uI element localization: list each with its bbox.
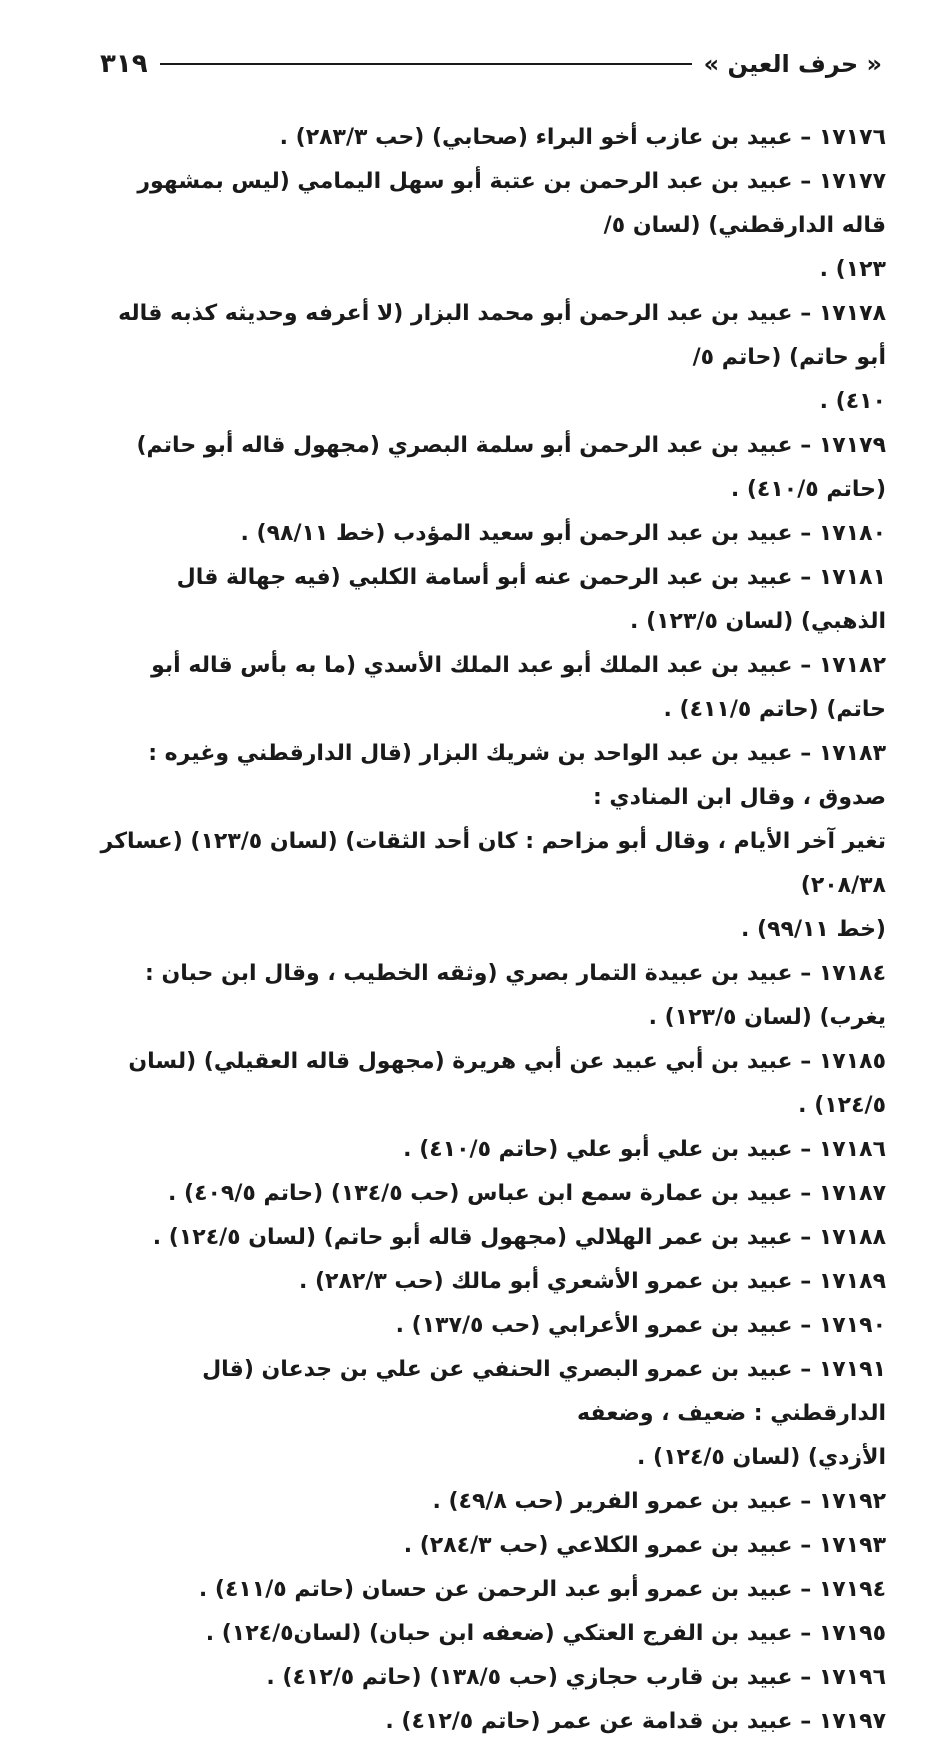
chapter-title: « حرف العين » bbox=[703, 50, 882, 78]
entry-text: عبيد بن عبد الملك أبو عبد الملك الأسدي (ما به بأس قاله أبو حاتم) (حاتم ٤١١/٥) . bbox=[151, 653, 886, 722]
entry-number: ١٧١٨٠ bbox=[818, 521, 886, 546]
entry-line bbox=[96, 1172, 886, 1216]
entry-line bbox=[96, 556, 886, 644]
page-number: ٣١٩ bbox=[100, 49, 148, 79]
entry-text: عبيد بن عمارة سمع ابن عباس (حب ١٣٤/٥) (حاتم ٤٠٩/٥) . bbox=[167, 1181, 793, 1206]
entry-dash: – bbox=[792, 1577, 819, 1602]
entry-line bbox=[96, 1216, 886, 1260]
entry-dash: – bbox=[792, 1709, 819, 1734]
entry-number: ١٧١٧٨ bbox=[818, 301, 886, 326]
entry-line bbox=[96, 1480, 886, 1524]
entry-text: عبيد بن عمرو الأعرابي (حب ١٣٧/٥) . bbox=[395, 1313, 793, 1338]
entry-text: عبيد بن عمرو البصري الحنفي عن علي بن جدعان (قال الدارقطني : ضعيف ، وضعفه bbox=[202, 1357, 886, 1426]
entry-number: ١٧١٨٣ bbox=[818, 741, 886, 766]
entry-dash: – bbox=[792, 1181, 819, 1206]
entry-number: ١٧١٨١ bbox=[818, 565, 886, 590]
entry-line bbox=[96, 1524, 886, 1568]
entry-dash: – bbox=[792, 961, 819, 986]
entry-continuation-line bbox=[96, 1436, 886, 1480]
entry-dash: – bbox=[792, 1621, 819, 1646]
entry-dash: – bbox=[792, 1049, 819, 1074]
entry-number: ١٧١٨٤ bbox=[818, 961, 886, 986]
entry-number: ١٧١٨٨ bbox=[818, 1225, 886, 1250]
entry-number: ١٧١٨٥ bbox=[818, 1049, 886, 1074]
entry-text: عبيد بن عبد الرحمن أبو سلمة البصري (مجهول قاله أبو حاتم) (حاتم ٤١٠/٥) . bbox=[136, 433, 886, 502]
entry-text: عبيد بن عازب أخو البراء (صحابي) (حب ٢٨٣/٣) . bbox=[279, 125, 793, 150]
entry-number: ١٧١٩٧ bbox=[818, 1709, 886, 1734]
entry-continuation-line bbox=[96, 248, 886, 292]
entry-line bbox=[96, 732, 886, 820]
entry-number: ١٧١٧٩ bbox=[818, 433, 886, 458]
entry-dash: – bbox=[792, 1269, 819, 1294]
entry-line bbox=[96, 1700, 886, 1744]
entry-continuation-line bbox=[96, 908, 886, 952]
entry-continuation-line bbox=[96, 380, 886, 424]
entry-text: عبيد بن أبي عبيد عن أبي هريرة (مجهول قاله العقيلي) (لسان ١٢٤/٥) . bbox=[128, 1049, 886, 1118]
entry-line bbox=[96, 1656, 886, 1700]
entry-line bbox=[96, 292, 886, 380]
entry-dash: – bbox=[792, 1533, 819, 1558]
entry-text: عبيد بن عبد الرحمن عنه أبو أسامة الكلبي (فيه جهالة قال الذهبي) (لسان ١٢٣/٥) . bbox=[176, 565, 886, 634]
entry-text: عبيد بن قدامة عن عمر (حاتم ٤١٢/٥) . bbox=[385, 1709, 793, 1734]
entry-number: ١٧١٩٤ bbox=[818, 1577, 886, 1602]
entry-number: ١٧١٧٧ bbox=[818, 169, 886, 194]
entry-text: عبيد بن عبد الرحمن أبو سعيد المؤدب (خط ٩٨/١١) . bbox=[240, 521, 793, 546]
header-rule bbox=[160, 63, 692, 65]
entry-text: عبيد بن عمرو أبو عبد الرحمن عن حسان (حاتم ٤١١/٥) . bbox=[198, 1577, 793, 1602]
entry-dash: – bbox=[792, 1137, 819, 1162]
entry-dash: – bbox=[792, 125, 819, 150]
entry-dash: – bbox=[792, 565, 819, 590]
entry-dash: – bbox=[792, 433, 819, 458]
entries-list bbox=[96, 116, 886, 1744]
entry-text: عبيد بن عمرو الكلاعي (حب ٢٨٤/٣) . bbox=[403, 1533, 793, 1558]
entry-text: عبيد بن عبد الرحمن بن عتبة أبو سهل اليمامي (ليس بمشهور قاله الدارقطني) (لسان ٥/ bbox=[137, 169, 886, 238]
entry-line bbox=[96, 952, 886, 1040]
entry-text: عبيد بن عمرو الأشعري أبو مالك (حب ٢٨٢/٣) . bbox=[298, 1269, 793, 1294]
entry-number: ١٧١٨٢ bbox=[818, 653, 886, 678]
entry-number: ١٧١٩٣ bbox=[818, 1533, 886, 1558]
entry-continuation-line bbox=[96, 820, 886, 908]
entry-line bbox=[96, 512, 886, 556]
entry-line bbox=[96, 1612, 886, 1656]
entry-text: عبيد بن قارب حجازي (حب ١٣٨/٥) (حاتم ٤١٢/٥) . bbox=[266, 1665, 793, 1690]
entry-number: ١٧١٩٦ bbox=[818, 1665, 886, 1690]
entry-line bbox=[96, 1260, 886, 1304]
entry-number: ١٧١٨٦ bbox=[818, 1137, 886, 1162]
entry-dash: – bbox=[792, 1313, 819, 1338]
entry-text: عبيد بن الفرج العتكي (ضعفه ابن حبان) (لسان١٢٤/٥) . bbox=[205, 1621, 793, 1646]
entry-number: ١٧١٨٩ bbox=[818, 1269, 886, 1294]
entry-text: (خط ٩٩/١١) . bbox=[741, 917, 886, 942]
page-header bbox=[100, 44, 882, 84]
entry-text: ٤١٠) . bbox=[819, 389, 886, 414]
entry-line bbox=[96, 424, 886, 512]
entry-line bbox=[96, 1348, 886, 1436]
entry-dash: – bbox=[792, 1357, 819, 1382]
entry-text: ١٢٣) . bbox=[819, 257, 886, 282]
entry-line bbox=[96, 160, 886, 248]
entry-number: ١٧١٩٥ bbox=[818, 1621, 886, 1646]
entry-number: ١٧١٩٢ bbox=[818, 1489, 886, 1514]
entry-line bbox=[96, 1040, 886, 1128]
entry-dash: – bbox=[792, 1225, 819, 1250]
entry-text: عبيد بن عمرو الفرير (حب ٤٩/٨) . bbox=[432, 1489, 793, 1514]
entry-dash: – bbox=[792, 741, 819, 766]
entry-text: عبيد بن علي أبو علي (حاتم ٤١٠/٥) . bbox=[403, 1137, 793, 1162]
entry-text: عبيد بن عبيدة التمار بصري (وثقه الخطيب ، وقال ابن حبان : يغرب) (لسان ١٢٣/٥) . bbox=[145, 961, 886, 1030]
entry-dash: – bbox=[792, 653, 819, 678]
entry-number: ١٧١٧٦ bbox=[818, 125, 886, 150]
entry-number: ١٧١٩٠ bbox=[818, 1313, 886, 1338]
entry-text: عبيد بن عبد الرحمن أبو محمد البزار (لا أعرفه وحديثه كذبه قاله أبو حاتم) (حاتم ٥/ bbox=[118, 301, 886, 370]
entry-dash: – bbox=[792, 1665, 819, 1690]
entry-line bbox=[96, 1304, 886, 1348]
entry-line bbox=[96, 1128, 886, 1172]
entry-text: عبيد بن عبد الواحد بن شريك البزار (قال الدارقطني وغيره : صدوق ، وقال ابن المنادي : bbox=[148, 741, 886, 810]
entry-number: ١٧١٨٧ bbox=[818, 1181, 886, 1206]
entry-number: ١٧١٩١ bbox=[818, 1357, 886, 1382]
entry-text: الأزدي) (لسان ١٢٤/٥) . bbox=[637, 1445, 886, 1470]
entry-dash: – bbox=[792, 1489, 819, 1514]
entry-dash: – bbox=[792, 301, 819, 326]
entry-dash: – bbox=[792, 169, 819, 194]
entry-line bbox=[96, 116, 886, 160]
entry-line bbox=[96, 644, 886, 732]
entry-dash: – bbox=[792, 521, 819, 546]
entry-text: عبيد بن عمر الهلالي (مجهول قاله أبو حاتم) (لسان ١٢٤/٥) . bbox=[152, 1225, 793, 1250]
entry-text: تغير آخر الأيام ، وقال أبو مزاحم : كان أحد الثقات) (لسان ١٢٣/٥) (عساكر ٢٠٨/٣٨) bbox=[100, 829, 886, 898]
entry-line bbox=[96, 1568, 886, 1612]
